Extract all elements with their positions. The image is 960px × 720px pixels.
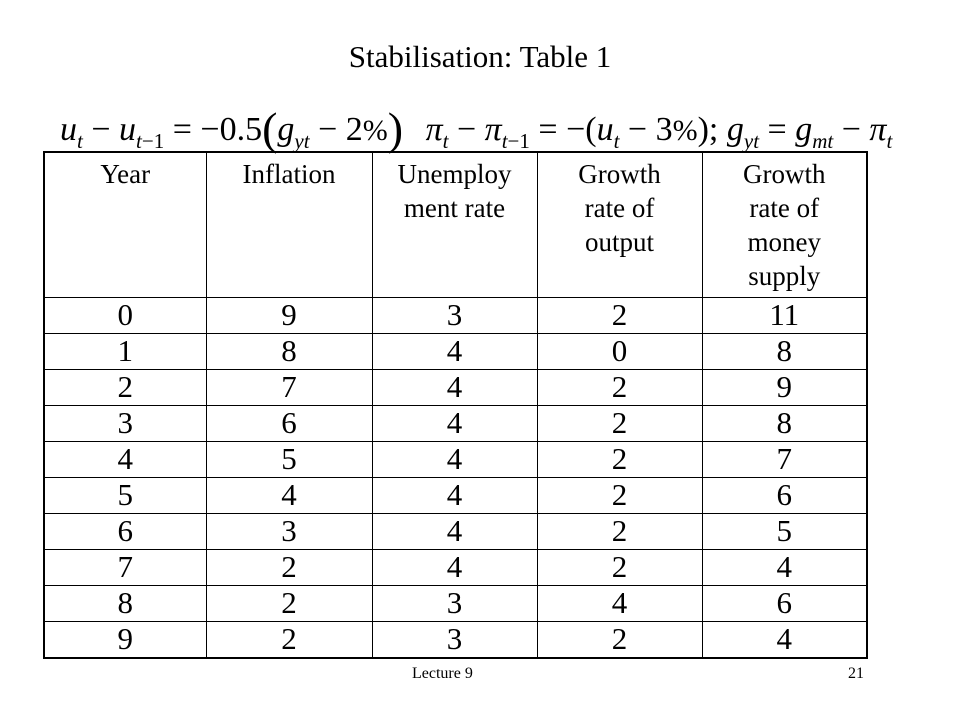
cell-inflation: 7 [206,369,372,405]
table-row [44,549,867,585]
header-unemployment-rate [372,152,537,297]
cell-money-growth: 7 [702,441,867,477]
cell-inflation: 8 [206,333,372,369]
cell-output-growth: 2 [537,441,702,477]
cell-inflation: 5 [206,441,372,477]
header-line: Unemploy [397,159,512,189]
cell-output-growth: 2 [537,549,702,585]
table-body [44,297,867,658]
cell-output-growth: 4 [537,585,702,621]
cell-year: 8 [44,585,206,621]
footer-page-number: 21 [848,665,864,682]
cell-output-growth: 2 [537,297,702,333]
header-line: Year [100,159,151,189]
header-line: ment rate [403,193,506,223]
cell-unemployment: 4 [372,513,537,549]
cell-output-growth: 2 [537,405,702,441]
cell-money-growth: 6 [702,477,867,513]
table-row [44,621,867,658]
header-output-growth [537,152,702,297]
cell-inflation: 2 [206,585,372,621]
header-line: Growth [743,159,826,189]
cell-year: 0 [44,297,206,333]
cell-year: 3 [44,405,206,441]
cell-money-growth: 4 [702,621,867,658]
table-row [44,369,867,405]
cell-inflation: 4 [206,477,372,513]
formula-line [60,103,893,154]
header-line: money [747,227,821,257]
cell-year: 9 [44,621,206,658]
table-row [44,405,867,441]
stabilisation-table [43,151,868,659]
cell-inflation: 9 [206,297,372,333]
cell-unemployment: 3 [372,297,537,333]
cell-output-growth: 2 [537,621,702,658]
table-header-row [44,152,867,297]
table-row [44,477,867,513]
header-year [44,152,206,297]
header-line: supply [748,261,821,291]
cell-unemployment: 4 [372,369,537,405]
cell-output-growth: 2 [537,477,702,513]
cell-year: 1 [44,333,206,369]
table-row [44,297,867,333]
cell-money-growth: 5 [702,513,867,549]
cell-year: 4 [44,441,206,477]
cell-money-growth: 6 [702,585,867,621]
header-line: rate of [584,193,655,223]
table-row [44,513,867,549]
header-inflation [206,152,372,297]
cell-year: 7 [44,549,206,585]
header-line: Growth [578,159,661,189]
table-row [44,441,867,477]
cell-money-growth: 9 [702,369,867,405]
table-row [44,333,867,369]
cell-unemployment: 4 [372,333,537,369]
cell-inflation: 3 [206,513,372,549]
table-row [44,585,867,621]
slide-title: Stabilisation: Table 1 [348,39,612,74]
cell-year: 6 [44,513,206,549]
header-money-supply-growth [702,152,867,297]
cell-unemployment: 3 [372,585,537,621]
cell-unemployment: 4 [372,441,537,477]
cell-inflation: 6 [206,405,372,441]
cell-year: 5 [44,477,206,513]
cell-money-growth: 8 [702,333,867,369]
cell-year: 2 [44,369,206,405]
formula-inflation: $\pi_t - \pi_{t-1} = -(u_t - 3\%)$ [425,111,709,153]
cell-money-growth: 4 [702,549,867,585]
header-line: Inflation [242,159,336,189]
cell-inflation: 2 [206,621,372,658]
header-line: output [584,227,654,257]
header-line: rate of [749,193,820,223]
footer-lecture: Lecture 9 [412,665,473,682]
cell-unemployment: 4 [372,405,537,441]
cell-output-growth: 2 [537,513,702,549]
cell-unemployment: 4 [372,477,537,513]
cell-output-growth: 2 [537,369,702,405]
cell-unemployment: 4 [372,549,537,585]
cell-unemployment: 3 [372,621,537,658]
cell-output-growth: 0 [537,333,702,369]
formula-unemployment: $u_t - u_{t-1} = -0.5(g_{yt} - 2\%)$ [60,103,404,154]
cell-inflation: 2 [206,549,372,585]
cell-money-growth: 8 [702,405,867,441]
formula-money-growth: ; $g_{yt} = g_{mt} - \pi_t$ [708,111,893,153]
cell-money-growth: 11 [702,297,867,333]
